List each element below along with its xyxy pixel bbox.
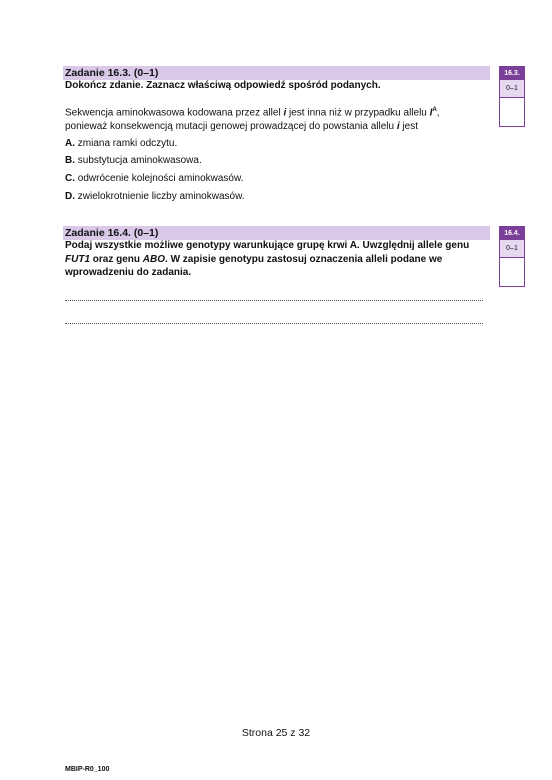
task-16-3-stem <box>65 103 495 134</box>
task-16-3-header: Zadanie 16.3. (0–1) <box>63 66 490 80</box>
task-16-4-instruction <box>65 239 490 280</box>
option-b[interactable]: B. substytucja aminokwasowa. <box>65 155 202 166</box>
option-c[interactable]: C. odwrócenie kolejności aminokwasów. <box>65 173 244 184</box>
score-entry-field[interactable] <box>500 258 524 286</box>
score-task-number: 16.4. <box>500 227 524 240</box>
stem-line-1: Sekwencja aminokwasowa kodowana przez allel i jest inna niż w przypadku allelu $I^A$, <box>65 107 440 119</box>
task-16-3-instruction: Dokończ zdanie. Zaznacz właściwą odpowiedź spośród podanych. <box>65 80 381 91</box>
page-number: Strona 25 z 32 <box>241 727 311 739</box>
task-16-4-header: Zadanie 16.4. (0–1) <box>63 226 490 240</box>
instruction-line-3: wprowadzeniu do zadania. <box>65 267 192 278</box>
answer-line-2[interactable] <box>65 323 483 324</box>
score-points: 0–1 <box>500 240 524 258</box>
answer-line-1[interactable] <box>65 300 483 301</box>
score-entry-field[interactable] <box>500 98 524 126</box>
score-points: 0–1 <box>500 80 524 98</box>
score-box-16-4 <box>499 226 525 287</box>
stem-line-2: ponieważ konsekwencją mutacji genowej prowadzącej do powstania allelu i jest <box>65 121 418 133</box>
score-box-16-3 <box>499 66 525 127</box>
score-task-number: 16.3. <box>500 67 524 80</box>
exam-code: MBIP-R0_100 <box>65 766 110 773</box>
option-d[interactable]: D. zwielokrotnienie liczby aminokwasów. <box>65 191 245 202</box>
instruction-line-1: Podaj wszystkie możliwe genotypy warunkujące grupę krwi A. Uwzględnij allele genu <box>65 240 470 251</box>
instruction-line-2: FUT1 oraz genu ABO. W zapisie genotypu zastosuj oznaczenia alleli podane we <box>65 253 443 265</box>
option-a[interactable]: A. zmiana ramki odczytu. <box>65 138 178 149</box>
